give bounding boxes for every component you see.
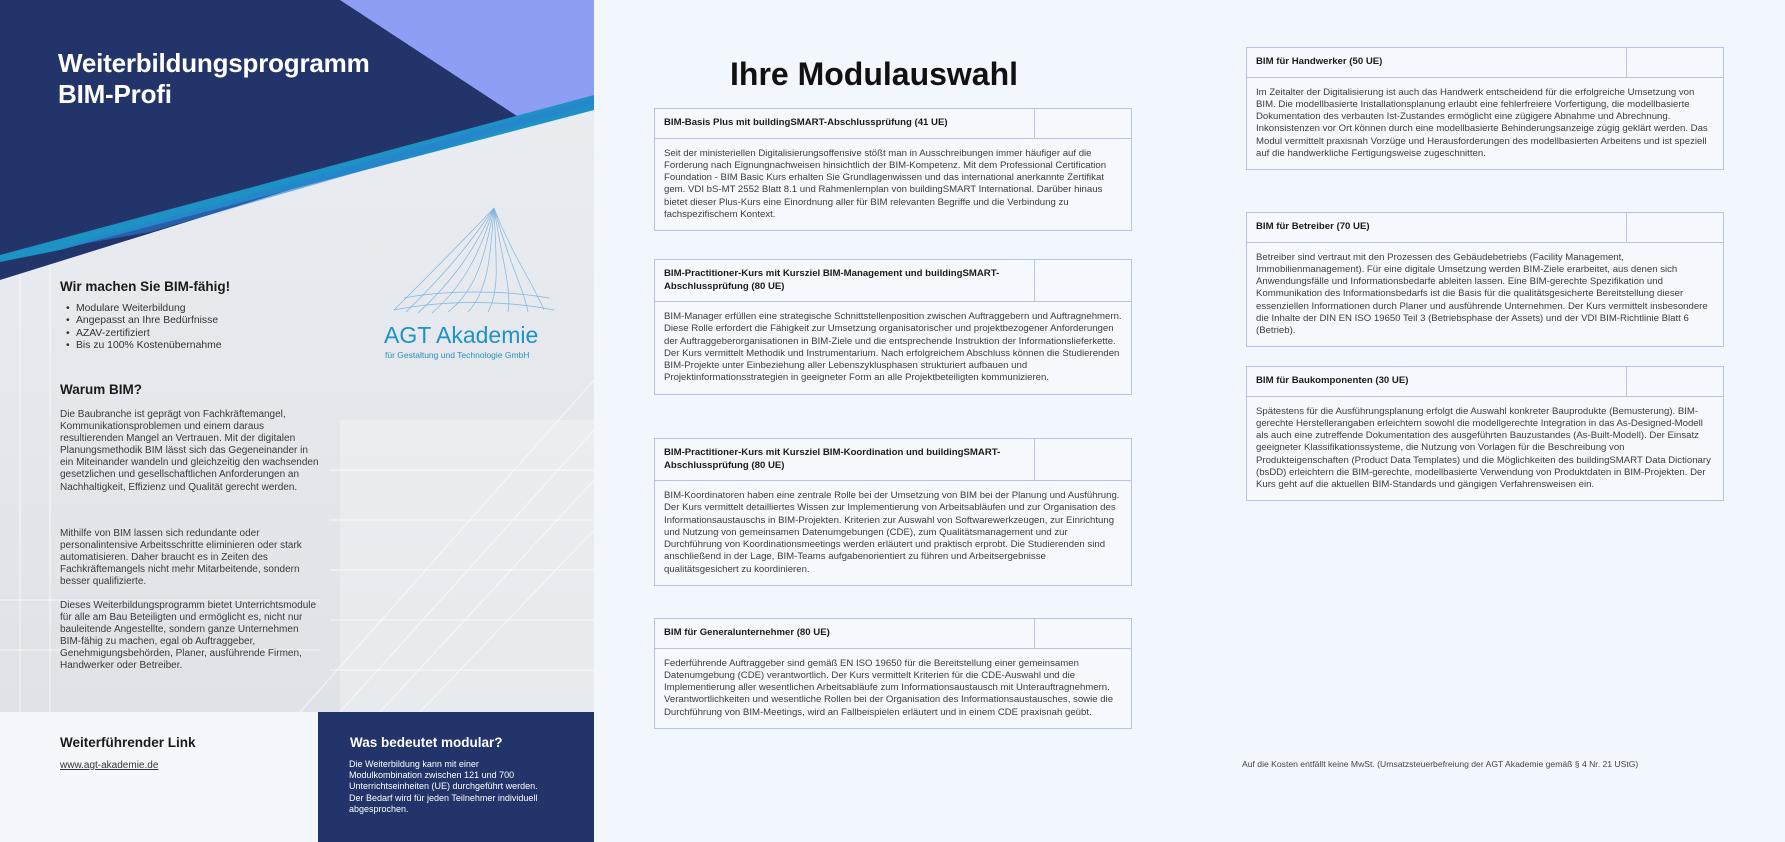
module-card	[654, 108, 1132, 231]
module-title: BIM für Baukomponenten (30 UE)	[1247, 367, 1627, 396]
logo-wordmark: AGT Akademie	[384, 322, 539, 348]
module-select-box[interactable]	[1627, 367, 1723, 396]
module-title: BIM-Basis Plus mit buildingSMART-Abschlussprüfung (41 UE)	[655, 109, 1035, 138]
bullet-item: • Angepasst an Ihre Bedürfnisse	[66, 315, 222, 327]
warum-paragraph-3: Dieses Weiterbildungsprogramm bietet Unterrichtsmodule für alle am Bau Beteiligten und ermöglicht es, nicht nur bauleitende Angestellte, sondern ganze Unternehmen BIM-fähig zu machen, egal ob Auftraggeber, Genehmigungsbehörden, Planer, ausführende Firmen, Handwerker oder Betreiber.	[60, 600, 317, 672]
module-title: BIM für Handwerker (50 UE)	[1247, 48, 1627, 77]
module-select-box[interactable]	[1035, 260, 1131, 301]
bim-faehig-heading: Wir machen Sie BIM-fähig!	[60, 279, 231, 294]
bullet-item: • Modulare Weiterbildung	[66, 303, 222, 315]
module-card	[654, 618, 1132, 729]
module-header	[1247, 367, 1723, 397]
module-description: Im Zeitalter der Digitalisierung ist auch das Handwerk entscheidend für die erfolgreiche Umsetzung von BIM. Die modellbasierte Installationsplanung erlaubt eine fehlerfreiere Vorfertigung, die modellbasierte Dokumentation des verbauten Ist-Zustandes ermöglicht eine zügigere Abnahme und Abrechnung. Inkonsistenzen vor Ort können durch eine modellbasierte Behinderungsanzeige zügig geklärt werden. Das Modul vermittelt praxisnah Vorzüge und Herausforderungen des modellbasierten Arbeitens und ist speziell auf die handwerkliche Fertigungsweise zugeschnitten.	[1256, 86, 1708, 159]
module-description: Spätestens für die Ausführungsplanung erfolgt die Auswahl konkreter Bauprodukte (Bemusterung). BIM-gerechte Herstellerangaben erleichtern sowohl die modellgerechte Integration in das As-Designed-Modell als auch eine zutreffende Dokumentation des ausgeführten Bauzustandes (As-Built-Modell). Der Einsatz geeigneter Klassifikationssysteme, die Nutzung von Vorlagen für die Beschreibung von Produkteigenschaften (Product Data Templates) und die Möglichkeiten des buildingSMART Data Dictionary (bsDD) erleichtern die BIM-gerechte, modellbasierte Verwendung von Produktdaten in BIM-Projekten. Der Kurs geht auf die aktuellen BIM-Standards und gängigen Verfahrensweisen ein.	[1256, 405, 1711, 490]
module-header	[1247, 48, 1723, 78]
module-description: Betreiber sind vertraut mit den Prozessen des Gebäudebetriebs (Facility Management, Immobilienmanagement). Für eine digitale Umsetzung werden BIM-Ziele erarbeitet, aus denen sich Anwendungsfälle und Informationsbedarfe ableiten lassen. Eine BIM-gerechte Spezifikation und Kommunikation des Informationsbedarfs ist die Basis für die qualitätsgesicherte Bereitstellung dieser essenziellen Informationen durch Planer und ausführende Unternehmen. Der Kurs vermittelt insbesondere die Inhalte der DIN EN ISO 19650 Teil 3 (Betriebsphase der Assets) und der VDI BIM-Richtlinie Blatt 6 (Betrieb).	[1256, 251, 1708, 336]
module-header	[655, 439, 1131, 481]
module-select-box[interactable]	[1035, 619, 1131, 648]
module-select-box[interactable]	[1035, 109, 1131, 138]
feature-bullet-list	[66, 303, 222, 352]
module-card	[654, 259, 1132, 395]
bullet-item: • AZAV-zertifiziert	[66, 328, 222, 340]
module-description: Federführende Auftraggeber sind gemäß EN ISO 19650 für die Bereitstellung einer gemeinsamen Datenumgebung (CDE) verantwortlich. Der Kurs vermittelt Kriterien für die CDE-Auswahl und die Implementierung aller wesentlichen Arbeitsabläufe zum Informationsaustausch mit Unterauftragnehmern. Verantwortlichkeiten und wesentliche Rollen bei der Organisation des Informationsaustausches, sowie die Durchführung von BIM-Meetings, wird an Fallbeispielen erläutert und in einem CDE praxisnah geübt.	[664, 657, 1114, 718]
vat-footnote: Auf die Kosten entfällt keine MwSt. (Umsatzsteuerbefreiung der AGT Akademie gemäß § 4 Nr. 21 UStG)	[1242, 759, 1639, 769]
module-header	[655, 109, 1131, 139]
warum-paragraph-2: Mithilfe von BIM lassen sich redundante oder personalintensive Arbeitsschritte eliminieren oder stark automatisieren. Daher braucht es in Zeiten des Fachkräftemangels nicht mehr Mitarbeitende, sondern besser qualifizierte.	[60, 528, 302, 588]
bullet-item: • Bis zu 100% Kostenübernahme	[66, 340, 222, 352]
module-header	[655, 260, 1131, 302]
brochure-title-line1: Weiterbildungsprogramm	[58, 48, 370, 78]
modular-text: Die Weiterbildung kann mit einer Modulkombination zwischen 121 und 700 Unterrichtseinheiten (UE) durchgeführt werden. Der Bedarf wird für jeden Teilnehmer individuell abgesprochen.	[349, 759, 538, 814]
brochure-title	[58, 48, 370, 110]
module-card	[1246, 212, 1724, 347]
module-description: BIM-Koordinatoren haben eine zentrale Rolle bei der Umsetzung von BIM bei der Planung und Ausführung. Der Kurs vermittelt detailliertes Wissen zur Implementierung von Arbeitsabläufen und zur Organisation des Informationsaustauschs in BIM-Projekten. Kriterien zur Auswahl von Softwarewerkzeugen, zur Einrichtung und Nutzung von gemeinsamen Datenumgebungen (CDE), zum Qualitätsmanagement und zur Durchführung von Koordinationsmeetings werden erläutert und praktisch erprobt. Die Studierenden sind anschließend in der Lage, BIM-Teams aufgabenorientiert zu führen und Arbeitsergebnisse qualitätsgesichert zu koordinieren.	[664, 490, 1120, 575]
warum-paragraph-1: Die Baubranche ist geprägt von Fachkräftemangel, Kommunikationsproblemen und einem daraus resultierenden Mangel an Vertrauen. Mit der digitalen Planungsmethodik BIM lässt sich das Gegeneinander in ein Miteinander wandeln und gleichzeitig den wachsenden gesetzlichen und gesellschaftlichen Anforderungen an Nachhaltigkeit, Effizienz und Qualität gerecht werden.	[60, 409, 319, 493]
module-title: BIM-Practitioner-Kurs mit Kursziel BIM-Koordination und buildingSMART-Abschlussprüfung (80 UE)	[655, 439, 1035, 480]
module-title: BIM für Generalunternehmer (80 UE)	[655, 619, 1035, 648]
modulauswahl-title: Ihre Modulauswahl	[730, 56, 1019, 92]
module-title: BIM-Practitioner-Kurs mit Kursziel BIM-Management und buildingSMART-Abschlussprüfung (80 UE)	[655, 260, 1035, 301]
module-header	[655, 619, 1131, 649]
module-card	[654, 438, 1132, 586]
brochure-title-line2: BIM-Profi	[58, 79, 172, 109]
modular-heading: Was bedeutet modular?	[350, 735, 503, 750]
warum-bim-heading: Warum BIM?	[60, 382, 142, 397]
modular-info-box	[318, 712, 594, 842]
module-card	[1246, 47, 1724, 170]
link-heading: Weiterführender Link	[60, 735, 196, 750]
module-header	[1247, 213, 1723, 243]
website-link[interactable]: www.agt-akademie.de	[60, 760, 159, 771]
module-description: BIM-Manager erfüllen eine strategische Schnittstellenposition zwischen Auftraggebern und Auftragnehmern. Diese Rolle erfordert die Fähigkeit zur Umsetzung organisatorischer und projektbezogener Anforderungen der Auftraggeberorganisationen in BIM-Ziele und die entsprechende Instruktion der Informationslieferkette. Der Kurs vermittelt Methodik und Instrumentarium. Nach erfolgreichem Abschluss können die Studierenden BIM-Projekte unter Einbeziehung aller Lebenszyklusphasen strukturiert aufbauen und Projektinformationsstrategien in geeigneter Form an alle Projektbeteiligten kommunizieren.	[664, 311, 1122, 384]
module-description: Seit der ministeriellen Digitalisierungsoffensive stößt man in Ausschreibungen immer häufiger auf die Forderung nach Eignungnachweisen hinsichtlich der BIM-Kompetenz. Mit dem Professional Certification Foundation - BIM Basic Kurs erhalten Sie Grundlagenwissen und das international anerkannte Zertifikat gem. VDI bS-MT 2552 Blatt 8.1 und Rahmenlernplan von buildingSMART International. Darüber hinaus bietet dieser Plus-Kurs eine Einordnung aller für BIM relevanten Begriffe und die Verbindung zu fachspezifischem Kontext.	[664, 147, 1107, 220]
module-select-box[interactable]	[1627, 213, 1723, 242]
module-select-box[interactable]	[1035, 439, 1131, 480]
module-title: BIM für Betreiber (70 UE)	[1247, 213, 1627, 242]
logo-subtitle: für Gestaltung und Technologie GmbH	[385, 350, 530, 360]
link-section	[0, 712, 318, 842]
module-select-box[interactable]	[1627, 48, 1723, 77]
brochure-cover-panel	[0, 0, 594, 842]
module-card	[1246, 366, 1724, 501]
